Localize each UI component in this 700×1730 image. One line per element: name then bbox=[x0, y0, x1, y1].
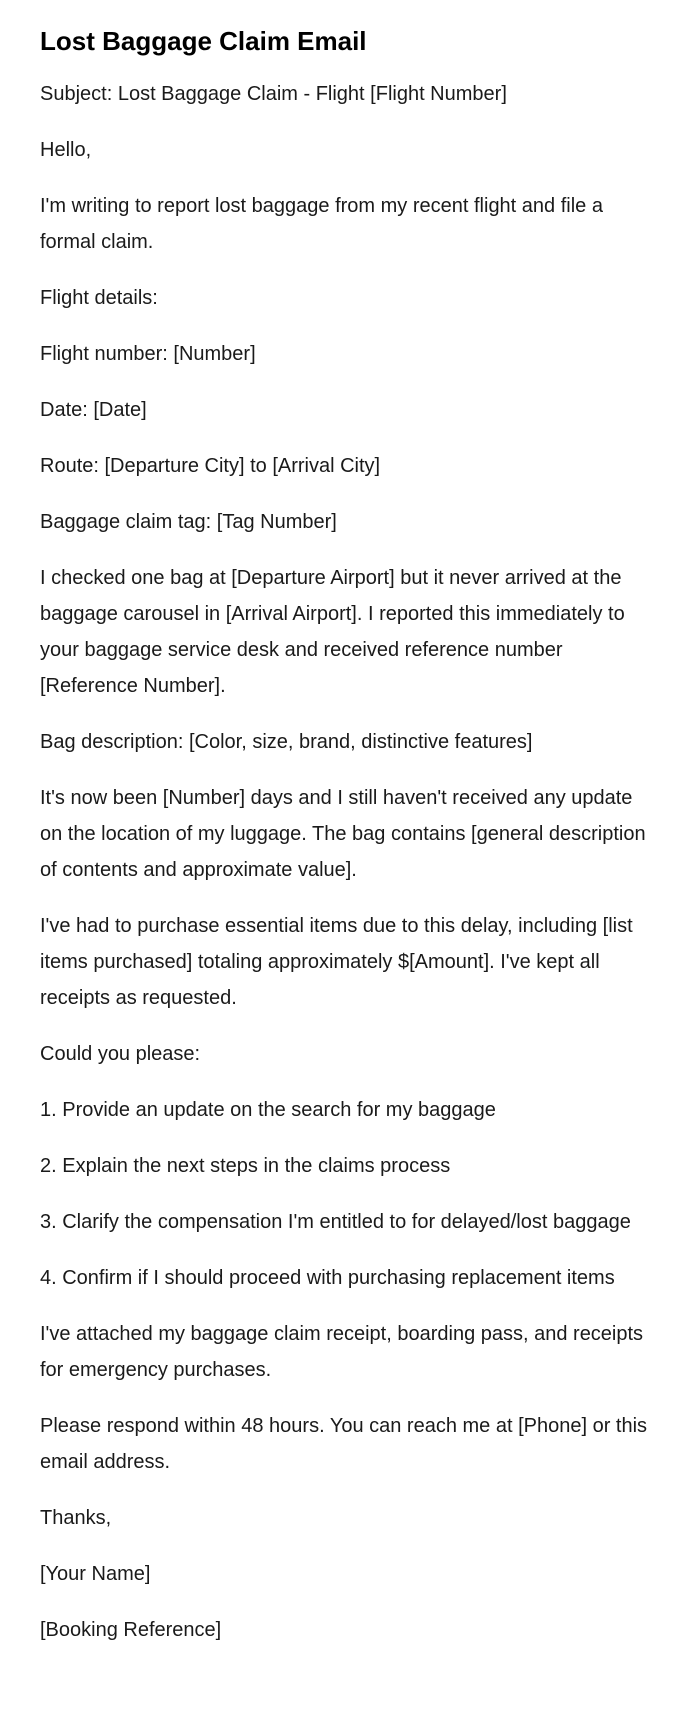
expenses-paragraph: I've had to purchase essential items due to this delay, including [list items purchased] totaling approximately $[Amount]. I've kept all receipts as requested. bbox=[40, 915, 633, 1009]
requests-heading: Could you please: bbox=[40, 1043, 201, 1065]
incident-paragraph: I checked one bag at [Departure Airport] but it never arrived at the baggage carousel in [Arrival Airport]. I reported this immediately to your baggage service desk and received reference number [Reference Number]. bbox=[40, 567, 625, 697]
sender-name: [Your Name] bbox=[40, 1563, 151, 1585]
request-item-2: 2. Explain the next steps in the claims process bbox=[40, 1155, 451, 1177]
attachments-paragraph: I've attached my baggage claim receipt, boarding pass, and receipts for emergency purchases. bbox=[40, 1323, 644, 1381]
booking-reference: [Booking Reference] bbox=[40, 1619, 222, 1641]
route-line: Route: [Departure City] to [Arrival City] bbox=[40, 455, 381, 477]
flight-details-heading: Flight details: bbox=[40, 287, 158, 309]
response-request-paragraph: Please respond within 48 hours. You can reach me at [Phone] or this email address. bbox=[40, 1415, 648, 1473]
intro-paragraph: I'm writing to report lost baggage from my recent flight and file a formal claim. bbox=[40, 195, 603, 253]
status-paragraph: It's now been [Number] days and I still haven't received any update on the location of my luggage. The bag contains [general description of contents and approximate value]. bbox=[40, 787, 646, 881]
sign-off: Thanks, bbox=[40, 1507, 112, 1529]
document-title: Lost Baggage Claim Email bbox=[40, 26, 367, 56]
request-item-4: 4. Confirm if I should proceed with purchasing replacement items bbox=[40, 1267, 615, 1289]
baggage-tag-line: Baggage claim tag: [Tag Number] bbox=[40, 511, 337, 533]
greeting: Hello, bbox=[40, 139, 92, 161]
date-line: Date: [Date] bbox=[40, 399, 147, 421]
request-item-1: 1. Provide an update on the search for my baggage bbox=[40, 1099, 496, 1121]
flight-number-line: Flight number: [Number] bbox=[40, 343, 256, 365]
bag-description-line: Bag description: [Color, size, brand, distinctive features] bbox=[40, 731, 533, 753]
request-item-3: 3. Clarify the compensation I'm entitled to for delayed/lost baggage bbox=[40, 1211, 631, 1233]
subject-line: Subject: Lost Baggage Claim - Flight [Flight Number] bbox=[40, 83, 507, 105]
